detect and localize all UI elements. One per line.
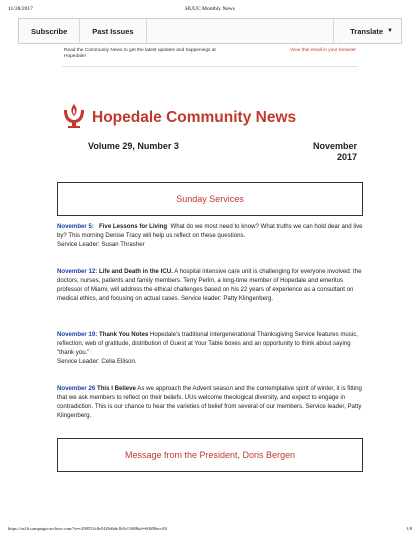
service-title: Five Lessons for Living xyxy=(99,223,168,230)
print-title: HUUC Monthly News xyxy=(185,6,235,12)
service-leader: Service Leader: Celia Ellison. xyxy=(57,358,137,365)
issue-month: November xyxy=(312,141,357,151)
view-in-browser-link[interactable]: View this email in your browser xyxy=(289,48,356,53)
issue-date xyxy=(297,141,357,163)
service-entry xyxy=(57,222,364,249)
chevron-down-icon: ▼ xyxy=(387,28,393,34)
flaming-chalice-icon xyxy=(62,102,86,128)
masthead xyxy=(62,102,358,132)
service-description: As we approach the Advent season and the contemplative spirit of winter, it is fitting that we ask members to reflect on their beliefs. UUs welcome theological diversity, and expect to engage in contradiction. This is our chance to hear the varieties of belief from several of our members. Service leader, Patty Klingenberg. xyxy=(57,385,362,419)
service-description: A hospital intensive care unit is challenging for everyone involved: the doctors, nurses, patients and family members. Terry Perlin, a long-time member of Hopedale and emeritus professor of Miami, will address the ethical challenges based on his 22 years of experience as a consultant on medical ethics, and focusing on actual cases. Service leader: Patty Klingenberg. xyxy=(57,268,362,302)
divider xyxy=(62,66,358,67)
service-description: Hopedale's traditional intergenerational Thanksgiving Service features music, reflection, web of gratitude, distribution of Guest at Your Table boxes and an opportunity to think about saying "thank you." xyxy=(57,331,358,356)
service-date: November 5: xyxy=(57,223,94,230)
service-title: This I Believe xyxy=(96,385,136,392)
service-date: November 19: xyxy=(57,331,98,338)
print-footer xyxy=(8,526,412,536)
translate-label: Translate xyxy=(350,26,384,36)
service-date: November 26 xyxy=(57,385,96,392)
page-number: 1/8 xyxy=(406,526,412,531)
preheader xyxy=(62,48,358,66)
newsletter-title: Hopedale Community News xyxy=(92,109,297,126)
service-entry xyxy=(57,384,364,420)
service-description: What do we most need to know? What truths we can hold dear and live by? This morning Denise Tracy will help us reflect on these questions. xyxy=(57,223,363,239)
sunday-services-heading: Sunday Services xyxy=(57,182,363,216)
past-issues-link[interactable]: Past Issues xyxy=(80,19,146,43)
service-title: Life and Death in the ICU. xyxy=(99,268,173,275)
print-date: 11/28/2017 xyxy=(8,6,33,12)
service-leader: Service Leader: Susan Thrasher xyxy=(57,241,145,248)
top-nav-bar xyxy=(18,18,402,44)
subscribe-link[interactable]: Subscribe xyxy=(19,19,80,43)
service-date: November 12: xyxy=(57,268,98,275)
page-url: https://us16.campaign-archive.com/?u=c290552c8e54f5d6de1b9c1168&id=60658ecc84 xyxy=(8,526,167,531)
service-entry xyxy=(57,267,364,303)
service-entry xyxy=(57,330,364,366)
print-header xyxy=(8,6,412,16)
preheader-text: Read the Community News to get the latest updates and happenings at Hopedale! xyxy=(64,48,216,59)
president-message-heading: Message from the President, Doris Bergen xyxy=(57,438,363,472)
service-title: Thank You Notes xyxy=(99,331,149,338)
translate-dropdown[interactable] xyxy=(333,19,401,43)
volume-number: Volume 29, Number 3 xyxy=(88,141,179,151)
issue-year: 2017 xyxy=(336,152,357,162)
